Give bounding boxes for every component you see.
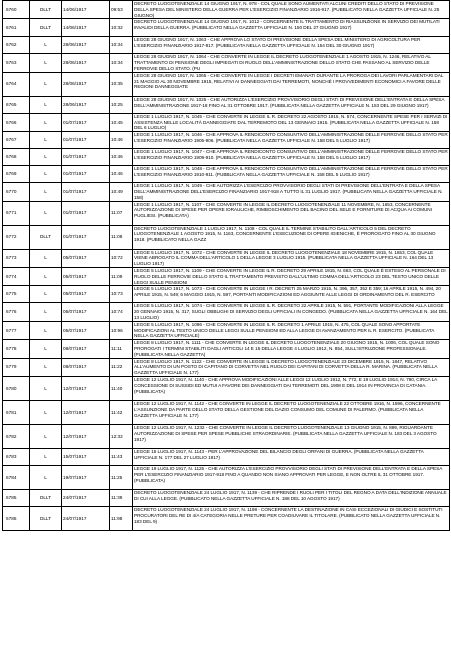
act-date: 12/07/1917 [62,400,110,424]
table-row [3,201,450,225]
act-type: L [30,465,62,489]
table-row [3,358,450,376]
table-row [3,166,450,183]
act-code: 10:74 [110,303,133,321]
act-type: L [30,303,62,321]
act-description: LEGGE 12 LUGLIO 1917, N. 1142 - CHE CONVERTE IN LEGGE IL DECRETO LUOGOTENENZIALE 22 OTTOBRE 1916, N. 1596, CONCERNENTE L'ASSUNZIONE DA PARTE DELLO STATO DELLA GESTIONE DEL DAZIO CONSUMO DEL COMUNE DI PALERMO. (PUBBLICATA NELLA GAZZETTA UFFICIALE N. 177) [133,400,450,424]
row-number: 6773 [3,249,30,267]
act-code: 11:22 [110,358,133,376]
act-description: LEGGE 1 LUGLIO 1917, N. 1046 - CHE APPROVA IL RENDICONTO CONSUNTIVO DELL'AMMINISTRAZIONE DELLE FERROVIE DELLO STATO PER L'ESERCIZIO FINANZIARIO 1905-906. (PUBBLICATA NELLA GAZZETTA UFFICIALE N. 158 DEL 5 LUGLIO 1917) [133,132,450,149]
act-code: 11:11 [110,340,133,358]
act-description: DECRETO LUOGOTENENZIALE 24 LUGLIO 1917, N. 1198 - CONCERNENTE LA DESTINAZIONE IN CASI ECCEZIONALI DI GIUDICI E SOSTITUTI PROCURATORI DEL RE DI 4/A CATEGORIA NELLE PRETURE PER COADIUVARE IL TITOLARE. (PUBBLICATO NELLA GAZZETTA UFFICIALE N. 183 DEL 9) [133,506,450,530]
act-type: L [30,321,62,339]
row-number: 6781 [3,400,30,424]
act-date: 28/06/1917 [62,96,110,113]
act-code: 09:53 [110,1,133,19]
row-number: 6775 [3,286,30,303]
act-type: L [30,448,62,465]
act-description: LEGGE 5 LUGLIO 1917, N. 1096 - CHE CONVERTE IN LEGGE IL R. DECRETO 1 APRILE 1915, N. 475, COL QUALE SONO APPORTATE MODIFICAZIONI AL TESTO UNICO DELLE LEGGI SULLE PENSIONI ED ALLA LEGGE DI AVANZAMENTO PER IL R. ESERCITO. (PUBBLICATA NELLA GAZZETTA UFFICIALE) [133,321,450,339]
table-row [3,1,450,19]
act-code: 11:43 [110,448,133,465]
row-number: 6777 [3,321,30,339]
act-type: L [30,183,62,201]
act-description: LEGGE 12 LUGLIO 1917, N. 1232 - CHE CONVERTE IN LEGGE IL DECRETO LUOGOTENENZIALE 13 GIUGNO 1915, N. 899, RIGUARDANTE AUTORIZZAZIONE DI SPESE PER SPESE PUBBLICHE STRAORDINARIE. (PUBBLICATA NELLA GAZZETTA UFFICIALE N. 183 DEL 3 AGOSTO 1917) [133,424,450,448]
row-number: 6765 [3,96,30,113]
table-row [3,376,450,400]
row-number: 6766 [3,113,30,131]
act-description: LEGGE 5 LUGLIO 1917, N. 1109 - CHE CONVERTE IN LEGGE IL R. DECRETO 29 APRILE 1915, N. 663, COL QUALE È ESTESO AL PERSONALE DI RUOLO DELLE FERROVIE DELLO STATO IL TRATTAMENTO PREVISTO DALL'ULTIMO COMMA DELL'ARTICOLO 23 DEL TESTO UNICO DELLE LEGGI SULLE PENSIONI [133,267,450,285]
table-row [3,267,450,285]
table-row [3,489,450,506]
act-date: 01/07/1917 [62,166,110,183]
table-row [3,286,450,303]
act-description: LEGGE 28 GIUGNO 1917, N. 1063 - CHE APPROVA LO STATO DI PREVISIONE DELLA SPESA DEL MINISTERO DI AGRICOLTURA PER L'ESERCIZIO FINANZIARIO 1917-917. (PUBBLICATA NELLA GAZZETTA UFFICIALE N. 154 DEL 30 GIUGNO 1917) [133,37,450,54]
act-type: L [30,166,62,183]
act-date: 24/07/1917 [62,506,110,530]
act-date: 01/07/1917 [62,149,110,166]
row-number: 6774 [3,267,30,285]
act-date: 05/07/1917 [62,286,110,303]
act-code: 10:49 [110,183,133,201]
act-date: 01/07/1917 [62,225,110,249]
table-row [3,149,450,166]
table-row [3,225,450,249]
act-code: 11:08 [110,225,133,249]
table-row [3,249,450,267]
act-type: L [30,149,62,166]
row-number: 6779 [3,358,30,376]
table-row [3,19,450,37]
act-description: LEGGE 8 LUGLIO 1917, N. 1111 - CHE CONVERTE IN LEGGE IL DECRETO LUOGOTENENZIALE 20 GIUGNO 1915, N. 1006, COL QUALE SONO PROROGATI I TERMINI STABILITI DAGLI ARTICOLI 14 E 15 DELLA LEGGE 4 LUGLIO 1912, N. 854, SULL'ISTRUZIONE PROFESSIONALE. (PUBBLICATA NELLA GAZZETTA) [133,340,450,358]
row-number: 6763 [3,54,30,72]
table-row [3,506,450,530]
act-type: L [30,267,62,285]
row-number: 6771 [3,201,30,225]
act-date: 01/07/1917 [62,113,110,131]
row-number: 6776 [3,303,30,321]
act-description: LEGGE 8 LUGLIO 1917, N. 1122 - CHE CONVERTE IN LEGGE IL DECRETO LUOGOTENENZIALE 23 DICEMBRE 1915, N. 1847, RELATIVO ALL'AUMENTO DI UN POSTO DI CAPITANO DI CORVETTA NEL RUOLO DEI CAPITANI DI CORVETTA DELLA R. MARINA. (PUBBLICATA NELLA GAZZETTA UFFICIALE N. 177) [133,358,450,376]
act-type: L [30,376,62,400]
row-number: 6764 [3,72,30,96]
act-description: LEGGE 1 LUGLIO 1917, N. 1048 - CHE APPROVA IL RENDICONTO CONSUNTIVO DELL'AMMINISTRAZIONE DELLE FERROVIE DELLO STATO PER L'ESERCIZIO FINANZIARIO 1910-911. (PUBBLICATA NELLA GAZZETTA UFFICIALE N. 158 DEL 5 LUGLIO 1917) [133,166,450,183]
legislation-table [2,0,450,531]
row-number: 6784 [3,465,30,489]
act-description: LEGGE 19 LUGLIO 1917, N. 1125 - CHE AUTORIZZA L'ESERCIZIO PROVVISORIO DEGLI STATI DI PREVISIONE DELL'ENTRATA E DELLA SPESA PER L'ESERCIZIO FINANZIARIO 1917-918 FINO A QUANDO NON SIANO APPROVATI PER LEGGE, E NON OLTRE IL 31 OTTOBRE 1917. (PUBBLICATA) [133,465,450,489]
act-code: 11:39 [110,489,133,506]
table-body [3,1,450,531]
table-row [3,113,450,131]
act-code: 10:34 [110,54,133,72]
act-date: 01/07/1917 [62,201,110,225]
act-code: 11:07 [110,201,133,225]
act-code: 10:32 [110,19,133,37]
act-date: 01/07/1917 [62,132,110,149]
act-date: 12/07/1917 [62,424,110,448]
row-number: 6761 [3,19,30,37]
act-date: 05/07/1917 [62,321,110,339]
table-row [3,96,450,113]
act-description: LEGGE 12 LUGLIO 1917, N. 1140 - CHE APPROVA MODIFICAZIONI ALLE LEGGI 12 LUGLIO 1912, N. 772, E 19 LUGLIO 1914, N. 790, CIRCA LA CONCESSIONE DI SUSSIDI ED MUTUI A FAVORE DEI DANNEGGIATI DAI TERREMOTI DEL 1908 E DEL 1914 IN PROVINCIA DI CATANIA. (PUBBLICATA) [133,376,450,400]
act-code: 10:45 [110,113,133,131]
table-row [3,424,450,448]
row-number: 6783 [3,448,30,465]
act-code: 10:25 [110,96,133,113]
table-row [3,72,450,96]
row-number: 6768 [3,149,30,166]
act-date: 24/07/1917 [62,489,110,506]
row-number: 6782 [3,424,30,448]
act-type: DLLT [30,225,62,249]
act-date: 05/07/1917 [62,249,110,267]
row-number: 6785 [3,489,30,506]
act-date: 14/06/1917 [62,19,110,37]
row-number: 6769 [3,166,30,183]
act-description: LEGGE 28 GIUGNO 1917, N. 1064 - CHE CONVERTE IN LEGGE IL DECRETO LUOGOTENENZIALE 1 AGOSTO 1915, N. 1246, RELATIVO AL TRATTAMENTO DI PENSIONE DEGLI IMPIEGATI DI RUOLO DELL'AMMINISTRAZIONE DELLO STATO CHE PASSANO AL SERVIZIO DELLE FERROVIE DELLO STATO. (PU [133,54,450,72]
act-code: 10:35 [110,72,133,96]
table-row [3,132,450,149]
table-row [3,448,450,465]
act-description: LEGGE 1 LUGLIO 1917, N. 1107 - CHE CONVERTE IN LEGGE IL DECRETO LUOGOTENENZIALE 11 NOVEMBRE, N. 1653, CONCERNENTE AUTORIZZAZIONE DI SPESE PER OPERE IDRAULICHE, RIMBOSCHIMENTO DEL BACINO DEL SELE E FORNITURE DI ACQUA AI COMUNI PUGLIESI. (PUBBLICATA) [133,201,450,225]
act-code: 11:09 [110,267,133,285]
act-type: DLLT [30,19,62,37]
act-type: L [30,286,62,303]
act-code: 12:32 [110,424,133,448]
table-row [3,340,450,358]
act-description: LEGGE 28 GIUGNO 1917, N. 1065 - CHE CONVERTE IN LEGGE I DECRETI EMANATI DURANTE LA PROROGA DEI LAVORI PARLAMENTARI DAL 21 MAGGIO AL 30 NOVEMBRE 1915, RELATIVI AI DANNEGGIATI DAI TERREMOTI, NONCHÉ I PROVVEDIMENTI ECONOMICI A FAVORE DELLE REGIONI DANNEGGIATE [133,72,450,96]
row-number: 6778 [3,340,30,358]
act-date: 28/06/1917 [62,54,110,72]
act-date: 08/07/1917 [62,358,110,376]
table-row [3,465,450,489]
act-type: DLLT [30,506,62,530]
act-type: L [30,340,62,358]
row-number: 6780 [3,376,30,400]
act-description: DECRETO LUOGOTENENZIALE 14 GIUGNO 1917, N. 1012 - CONCERNENTE IL TRATTAMENTO DI RIASSUNZIONE IN SERVIZIO DEI MUTILATI INVALIDI DELLA GUERRA. (PUBBLICATO NELLA GAZZETTA UFFICIALE N. 150 DEL 27 GIUGNO 1917) [133,19,450,37]
row-number: 6760 [3,1,30,19]
act-description: LEGGE 5 LUGLIO 1917, N. 1074 - CHE CONVERTE IN LEGGE IL R. DECRETO 22 APRILE 1915, N. 591, PORTANTE MODIFICAZIONI ALLA LEGGE 20 GENNAIO 1915, N. 317, SUGLI OBBLIGHI DI SERVIZIO DEGLI UFFICIALI IN CONGEDO. (PUBBLICATA NELLA GAZZETTA UFFICIALE N. 164 DEL 13 LUGLIO) [134,303,448,320]
act-code: 10:96 [110,321,133,339]
act-code: 11:25 [110,465,133,489]
table-row [3,54,450,72]
act-type: L [30,201,62,225]
act-description: LEGGE 1 LUGLIO 1917, N. 1049 - CHE AUTORIZZA L'ESERCIZIO PROVVISORIO DEGLI STATI DI PREVISIONE DELL'ENTRATA E DELLA SPESA DELL'AMMINISTRAZIONE DELL'ESERCIZIO FINANZIARIO 1917-918 A TUTTO IL 31 LUGLIO 1917. (PUBBLICATA NELLA GAZZETTA UFFICIALE N. 158) [133,183,450,201]
table-row [3,400,450,424]
table-row [3,37,450,54]
act-date: 08/07/1917 [62,340,110,358]
act-description: LEGGE 1 LUGLIO 1917, N. 1047 - CHE APPROVA IL RENDICONTO CONSUNTIVO DELL'AMMINISTRAZIONE DELLE FERROVIE DELLO STATO PER L'ESERCIZIO FINANZIARIO 1909-910. (PUBBLICATA NELLA GAZZETTA UFFICIALE N. 158 DEL 5 LUGLIO 1917) [133,149,450,166]
table-row [3,183,450,201]
act-date: 12/07/1917 [62,376,110,400]
act-type: L [30,358,62,376]
act-type: L [30,400,62,424]
row-number: 6786 [3,506,30,530]
act-description: LEGGE 5 LUGLIO 1917, N. 1072 - CHE CONVERTE IN LEGGE IL DECRETO LUOGOTENENZIALE 18 NOVEMBRE 1915, N. 1653, COL QUALE VIENE ABROGATO IL COMMA DELL'ARTICOLO 1 DELLA LEGGE 3 LUGLIO 1915. (PUBBLICATA NELLA GAZZETTA UFFICIALE N. 164 DEL 13 LUGLIO 1917) [133,249,450,267]
act-code: 11:40 [110,376,133,400]
act-date: 15/07/1917 [62,448,110,465]
act-code: 10:46 [110,132,133,149]
act-date: 05/07/1917 [62,303,110,321]
row-number: 6770 [3,183,30,201]
act-code: 10:72 [110,249,133,267]
act-type: L [30,113,62,131]
act-code: 11:42 [110,400,133,424]
row-number: 6772 [3,225,30,249]
act-type: L [30,72,62,96]
act-code: 10:46 [110,149,133,166]
act-description: LEGGE 28 GIUGNO 1917, N. 1025 - CHE AUTORIZZA L'ESERCIZIO PROVVISORIO DEGLI STATI DI PREVISIONE DELL'ENTRATA E DELLA SPESA DELL'AMMINISTRAZIONE 1917-18 FINO AL 31 OTTOBRE 1917. (PUBBLICATA NELLA GAZZETTA UFFICIALE N. 153 DEL 29 GIUGNO 1917) [133,96,450,113]
act-type: L [30,132,62,149]
act-code: 10:34 [110,37,133,54]
act-type: L [30,37,62,54]
row-number: 6762 [3,37,30,54]
act-date: 19/07/1917 [62,465,110,489]
act-description: DECRETO LUOGOTENENZIALE 14 GIUGNO 1917, N. 978 - COL QUALE SONO AUMENTATI ALCUNI CREDITI DELLO STATO DI PREVISIONE DELLA SPESA DEL MINISTERO DELLA GUERRA PER L'ESERCIZIO FINANZIARIO 1916-917. (PUBBLICATO NELLA GAZZETTA UFFICIALE N. 25 GIUGNO) [133,1,450,19]
act-date: 05/07/1917 [62,267,110,285]
act-type: L [30,424,62,448]
act-description: LEGGE 1 LUGLIO 1917, N. 1045 - CHE CONVERTE IN LEGGE IL R. DECRETO 22 AGOSTO 1915, N. 574, CONCERNENTE SPESE PER I SERVIZI DI ASSISTENZA NELLE LOCALITÀ DANNEGGIATE DAL TERREMOTO DEL 13 GENNAIO 1915. (PUBBLICATA NELLA GAZZETTA UFFICIALE N. 158 DEL 6 LUGLIO) [133,113,450,131]
table-row [3,321,450,339]
act-type: L [30,96,62,113]
act-date: 14/06/1917 [62,1,110,19]
table-row [3,303,450,321]
act-description: LEGGE 15 LUGLIO 1917, N. 1143 - PER L'APPROVAZIONE DEL BILANCIO DEGLI ORFANI DI GUERRA. (PUBBLICATA NELLA GAZZETTA UFFICIALE N. 177 DEL 27 LUGLIO 1917) [133,448,450,465]
act-code: 11:98 [110,506,133,530]
act-type: L [30,54,62,72]
act-date: 01/07/1917 [62,183,110,201]
act-date: 28/06/1917 [62,72,110,96]
act-code: 10:46 [110,166,133,183]
act-description: DECRETO LUOGOTENENZIALE 1 LUGLIO 1917, N. 1108 - COL QUALE IL TERMINE STABILITO DALL'ARTICOLO 5 DEL DECRETO LUOGOTENENZIALE 1 AGOSTO 1915, N. 1163, CONCERNENTE L'ESECUZIONE DI OPERE IGIENICHE, È PROROGATO FINO AL 30 GIUGNO 1918. (PUBBLICATO NELLA GAZZ [133,225,450,249]
row-number: 6767 [3,132,30,149]
act-type: L [30,249,62,267]
act-code: 10:73 [110,286,133,303]
act-description: LEGGE 5 LUGLIO 1917, N. 1073 - CHE CONVERTE IN LEGGE I R. DECRETI 25 MARZO 1915, N. 396, 357, 352 E 359; 16 APRILE 1915, N. 494, 20 APRILE 1915, N. 549; 6 MAGGIO 1915, N. 597, PORTANTI MODIFICAZIONI ED AGGIUNTE ALLE LEGGI DI ORDINAMENTO DEL R. ESERCITO [133,286,450,303]
act-type: DLLT [30,1,62,19]
act-type: DLLT [30,489,62,506]
act-date: 28/06/1917 [62,37,110,54]
act-description: DECRETO LUOGOTENENZIALE 24 LUGLIO 1917, N. 1139 - CHE RIPRENDE I RUOLI PER I TITOLI DEL REGNO A DATA DELL'INDIZIONE ANNUALE DI CUI ALLA LEGGE. (PUBBLICATO NELLA GAZZETTA UFFICIALE N. 188 DEL 10 AGOSTO 1917) [133,489,450,506]
